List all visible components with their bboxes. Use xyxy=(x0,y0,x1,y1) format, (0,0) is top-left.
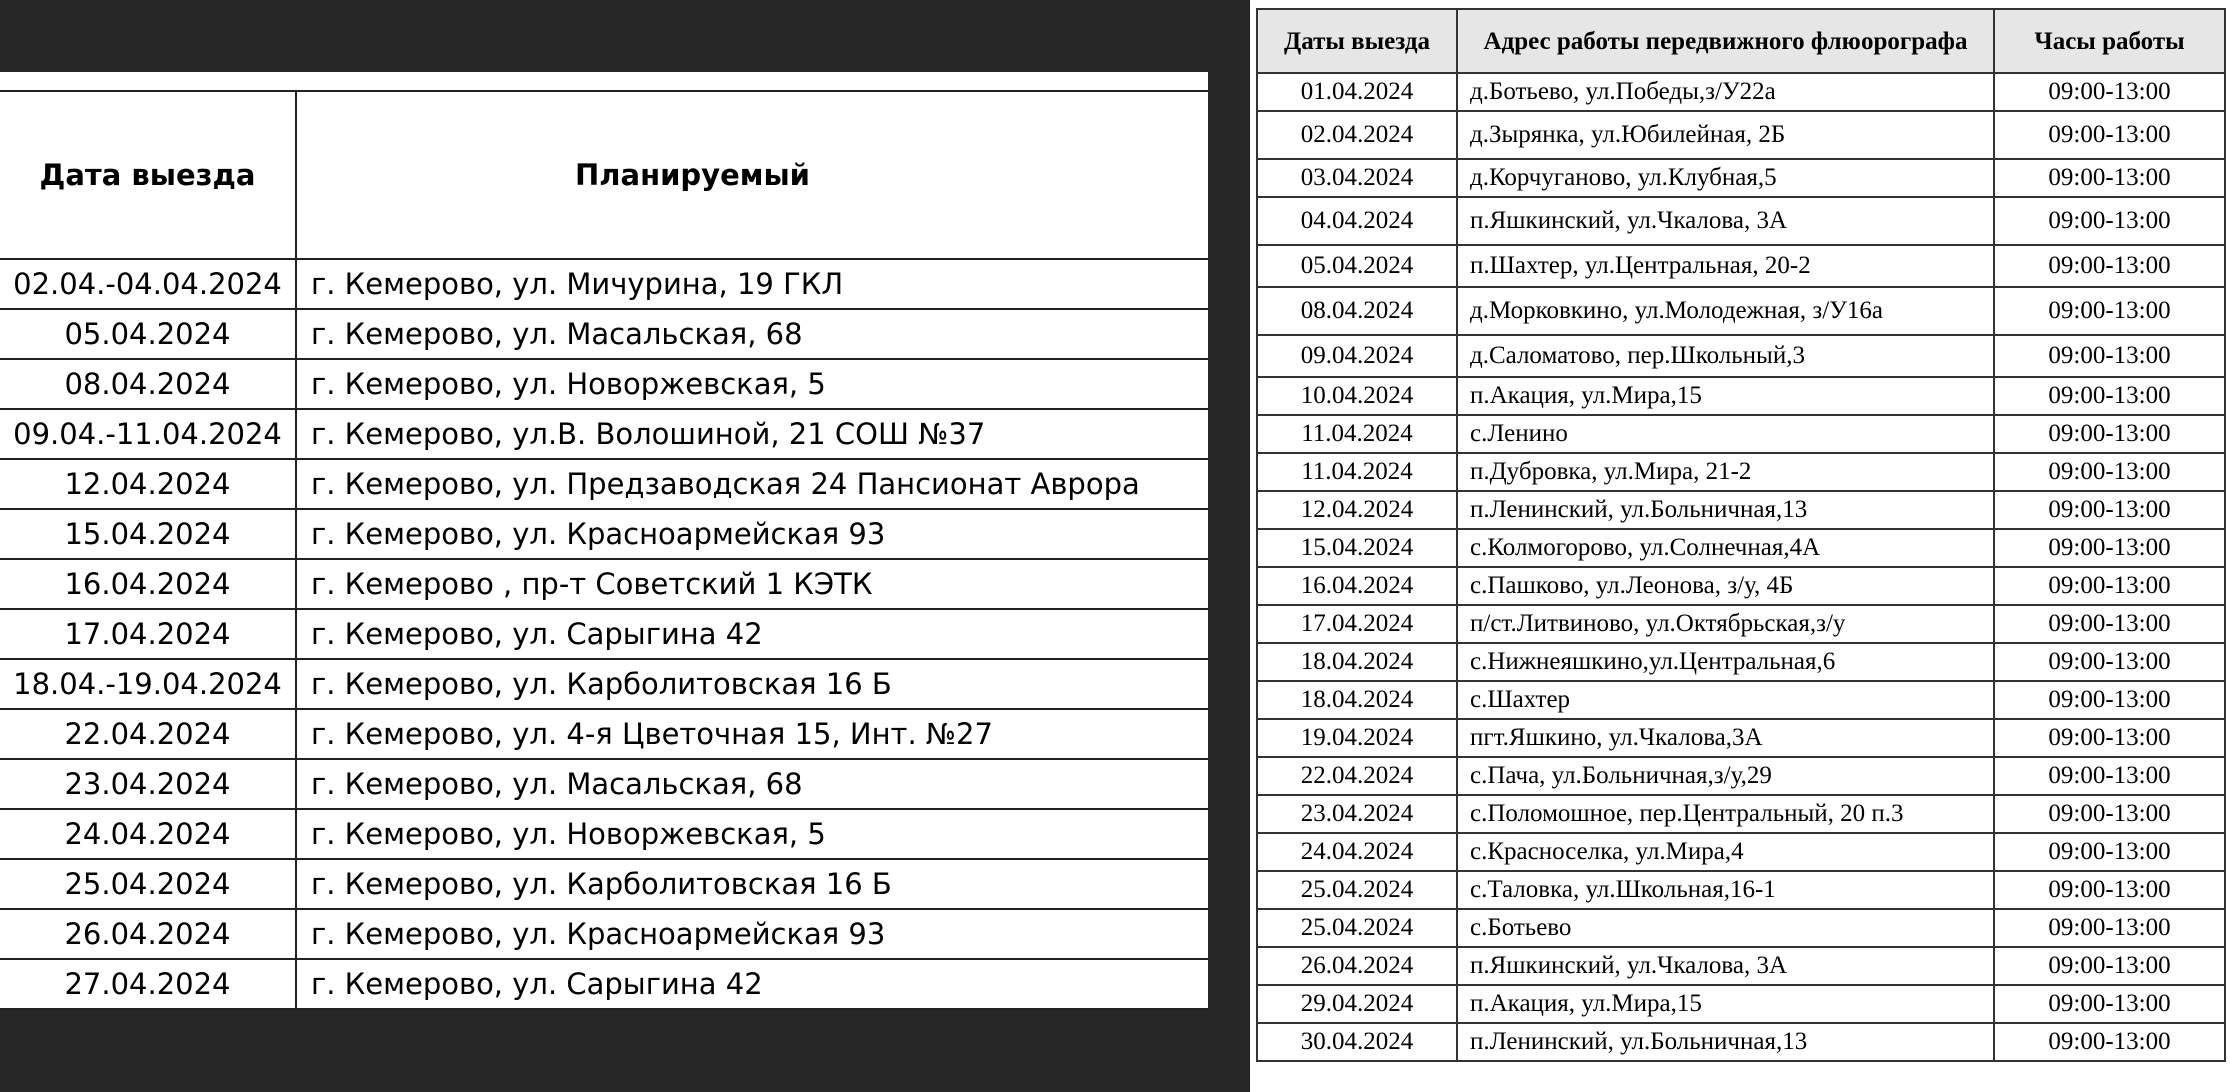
table-row xyxy=(1257,643,2225,681)
table-row xyxy=(1257,795,2225,833)
date-cell: 05.04.2024 xyxy=(1257,245,1457,287)
address-cell: п.Ленинский, ул.Больничная,13 xyxy=(1457,491,1994,529)
address-cell: с.Ленино xyxy=(1457,415,1994,453)
date-cell: 27.04.2024 xyxy=(0,959,296,1009)
date-cell: 26.04.2024 xyxy=(1257,947,1457,985)
table-row xyxy=(1257,757,2225,795)
table-row xyxy=(1257,985,2225,1023)
address-cell: г. Кемерово , пр-т Советский 1 КЭТК xyxy=(296,559,1208,609)
table-row xyxy=(0,859,1208,909)
table-row xyxy=(0,959,1208,1009)
date-cell: 18.04.2024 xyxy=(1257,643,1457,681)
address-cell: п.Дубровка, ул.Мира, 21-2 xyxy=(1457,453,1994,491)
date-cell: 24.04.2024 xyxy=(0,809,296,859)
hours-cell: 09:00-13:00 xyxy=(1994,73,2225,111)
hours-cell: 09:00-13:00 xyxy=(1994,1023,2225,1061)
address-cell: п.Шахтер, ул.Центральная, 20-2 xyxy=(1457,245,1994,287)
address-cell: п.Ленинский, ул.Больничная,13 xyxy=(1457,1023,1994,1061)
address-cell: г. Кемерово, ул. Карболитовская 16 Б xyxy=(296,659,1208,709)
table-row xyxy=(1257,681,2225,719)
table-row xyxy=(0,709,1208,759)
hours-cell: 09:00-13:00 xyxy=(1994,833,2225,871)
hours-cell: 09:00-13:00 xyxy=(1994,567,2225,605)
table-row xyxy=(0,659,1208,709)
table-row xyxy=(1257,245,2225,287)
date-cell: 15.04.2024 xyxy=(0,509,296,559)
address-cell: г. Кемерово, ул. 4-я Цветочная 15, Инт. №27 xyxy=(296,709,1208,759)
address-cell: п/ст.Литвиново, ул.Октябрьская,з/у xyxy=(1457,605,1994,643)
table-row xyxy=(1257,567,2225,605)
address-cell: с.Пашково, ул.Леонова, з/у, 4Б xyxy=(1457,567,1994,605)
hours-cell: 09:00-13:00 xyxy=(1994,909,2225,947)
hours-cell: 09:00-13:00 xyxy=(1994,985,2225,1023)
date-cell: 29.04.2024 xyxy=(1257,985,1457,1023)
address-cell: п.Яшкинский, ул.Чкалова, 3А xyxy=(1457,197,1994,245)
address-cell: г. Кемерово, ул. Масальская, 68 xyxy=(296,759,1208,809)
date-cell: 11.04.2024 xyxy=(1257,415,1457,453)
address-cell: с.Пача, ул.Больничная,з/у,29 xyxy=(1457,757,1994,795)
date-cell: 08.04.2024 xyxy=(1257,287,1457,335)
address-cell: с.Поломошное, пер.Центральный, 20 п.3 xyxy=(1457,795,1994,833)
address-cell: д.Зырянка, ул.Юбилейная, 2Б xyxy=(1457,111,1994,159)
table-row xyxy=(1257,111,2225,159)
table-row xyxy=(1257,73,2225,111)
hours-cell: 09:00-13:00 xyxy=(1994,529,2225,567)
hours-cell: 09:00-13:00 xyxy=(1994,719,2225,757)
hours-cell: 09:00-13:00 xyxy=(1994,335,2225,377)
right-header-date: Даты выезда xyxy=(1257,9,1457,73)
date-cell: 12.04.2024 xyxy=(0,459,296,509)
address-cell: п.Акация, ул.Мира,15 xyxy=(1457,985,1994,1023)
table-row xyxy=(0,309,1208,359)
table-row xyxy=(1257,159,2225,197)
table-row xyxy=(1257,287,2225,335)
left-header-row xyxy=(0,91,1208,259)
date-cell: 18.04.2024 xyxy=(1257,681,1457,719)
date-cell: 18.04.-19.04.2024 xyxy=(0,659,296,709)
table-row xyxy=(1257,415,2225,453)
hours-cell: 09:00-13:00 xyxy=(1994,415,2225,453)
date-cell: 17.04.2024 xyxy=(1257,605,1457,643)
table-row xyxy=(1257,377,2225,415)
date-cell: 04.04.2024 xyxy=(1257,197,1457,245)
date-cell: 16.04.2024 xyxy=(0,559,296,609)
table-row xyxy=(1257,947,2225,985)
address-cell: д.Саломатово, пер.Школьный,3 xyxy=(1457,335,1994,377)
date-cell: 25.04.2024 xyxy=(0,859,296,909)
address-cell: д.Ботьево, ул.Победы,з/У22а xyxy=(1457,73,1994,111)
date-cell: 11.04.2024 xyxy=(1257,453,1457,491)
hours-cell: 09:00-13:00 xyxy=(1994,947,2225,985)
address-cell: п.Яшкинский, ул.Чкалова, 3А xyxy=(1457,947,1994,985)
hours-cell: 09:00-13:00 xyxy=(1994,681,2225,719)
date-cell: 23.04.2024 xyxy=(1257,795,1457,833)
date-cell: 10.04.2024 xyxy=(1257,377,1457,415)
hours-cell: 09:00-13:00 xyxy=(1994,643,2225,681)
date-cell: 02.04.-04.04.2024 xyxy=(0,259,296,309)
hours-cell: 09:00-13:00 xyxy=(1994,795,2225,833)
date-cell: 09.04.2024 xyxy=(1257,335,1457,377)
left-header-planned: Планируемый xyxy=(296,91,1208,259)
table-row xyxy=(1257,1023,2225,1061)
date-cell: 24.04.2024 xyxy=(1257,833,1457,871)
table-row xyxy=(0,759,1208,809)
date-cell: 26.04.2024 xyxy=(0,909,296,959)
address-cell: г. Кемерово, ул. Красноармейская 93 xyxy=(296,509,1208,559)
date-cell: 12.04.2024 xyxy=(1257,491,1457,529)
address-cell: д.Корчуганово, ул.Клубная,5 xyxy=(1457,159,1994,197)
left-table-body xyxy=(0,259,1208,1009)
date-cell: 25.04.2024 xyxy=(1257,871,1457,909)
address-cell: д.Морковкино, ул.Молодежная, з/У16а xyxy=(1457,287,1994,335)
date-cell: 01.04.2024 xyxy=(1257,73,1457,111)
left-schedule-table xyxy=(0,90,1208,1010)
table-row xyxy=(1257,529,2225,567)
address-cell: г. Кемерово, ул. Новоржевская, 5 xyxy=(296,809,1208,859)
address-cell: п.Акация, ул.Мира,15 xyxy=(1457,377,1994,415)
date-cell: 30.04.2024 xyxy=(1257,1023,1457,1061)
date-cell: 23.04.2024 xyxy=(0,759,296,809)
hours-cell: 09:00-13:00 xyxy=(1994,453,2225,491)
right-header-row xyxy=(1257,9,2225,73)
date-cell: 19.04.2024 xyxy=(1257,719,1457,757)
table-row xyxy=(1257,871,2225,909)
left-header-date: Дата выезда xyxy=(0,91,296,259)
table-row xyxy=(0,509,1208,559)
right-header-address: Адрес работы передвижного флюорографа xyxy=(1457,9,1994,73)
address-cell: г. Кемерово, ул. Сарыгина 42 xyxy=(296,959,1208,1009)
table-row xyxy=(1257,605,2225,643)
hours-cell: 09:00-13:00 xyxy=(1994,287,2225,335)
date-cell: 15.04.2024 xyxy=(1257,529,1457,567)
table-row xyxy=(0,809,1208,859)
table-row xyxy=(0,259,1208,309)
table-row xyxy=(1257,833,2225,871)
address-cell: с.Колмогорово, ул.Солнечная,4А xyxy=(1457,529,1994,567)
right-table-body xyxy=(1257,73,2225,1061)
table-row xyxy=(1257,491,2225,529)
date-cell: 25.04.2024 xyxy=(1257,909,1457,947)
table-row xyxy=(0,559,1208,609)
left-schedule-panel xyxy=(0,72,1208,1010)
date-cell: 08.04.2024 xyxy=(0,359,296,409)
date-cell: 22.04.2024 xyxy=(1257,757,1457,795)
date-cell: 09.04.-11.04.2024 xyxy=(0,409,296,459)
hours-cell: 09:00-13:00 xyxy=(1994,197,2225,245)
date-cell: 03.04.2024 xyxy=(1257,159,1457,197)
hours-cell: 09:00-13:00 xyxy=(1994,491,2225,529)
table-row xyxy=(1257,197,2225,245)
address-cell: г. Кемерово, ул.В. Волошиной, 21 СОШ №37 xyxy=(296,409,1208,459)
address-cell: с.Таловка, ул.Школьная,16-1 xyxy=(1457,871,1994,909)
hours-cell: 09:00-13:00 xyxy=(1994,111,2225,159)
right-schedule-table xyxy=(1256,8,2226,1062)
date-cell: 17.04.2024 xyxy=(0,609,296,659)
address-cell: с.Шахтер xyxy=(1457,681,1994,719)
address-cell: г. Кемерово, ул. Предзаводская 24 Пансионат Аврора xyxy=(296,459,1208,509)
hours-cell: 09:00-13:00 xyxy=(1994,245,2225,287)
hours-cell: 09:00-13:00 xyxy=(1994,159,2225,197)
table-row xyxy=(0,909,1208,959)
table-row xyxy=(1257,335,2225,377)
hours-cell: 09:00-13:00 xyxy=(1994,377,2225,415)
table-row xyxy=(0,359,1208,409)
address-cell: г. Кемерово, ул. Красноармейская 93 xyxy=(296,909,1208,959)
address-cell: с.Нижнеяшкино,ул.Центральная,6 xyxy=(1457,643,1994,681)
address-cell: пгт.Яшкино, ул.Чкалова,3А xyxy=(1457,719,1994,757)
hours-cell: 09:00-13:00 xyxy=(1994,757,2225,795)
table-row xyxy=(1257,719,2225,757)
address-cell: с.Ботьево xyxy=(1457,909,1994,947)
date-cell: 02.04.2024 xyxy=(1257,111,1457,159)
address-cell: г. Кемерово, ул. Масальская, 68 xyxy=(296,309,1208,359)
right-header-hours: Часы работы xyxy=(1994,9,2225,73)
date-cell: 16.04.2024 xyxy=(1257,567,1457,605)
date-cell: 22.04.2024 xyxy=(0,709,296,759)
address-cell: г. Кемерово, ул. Мичурина, 19 ГКЛ xyxy=(296,259,1208,309)
address-cell: с.Красноселка, ул.Мира,4 xyxy=(1457,833,1994,871)
address-cell: г. Кемерово, ул. Новоржевская, 5 xyxy=(296,359,1208,409)
table-row xyxy=(1257,453,2225,491)
address-cell: г. Кемерово, ул. Карболитовская 16 Б xyxy=(296,859,1208,909)
right-schedule-panel xyxy=(1250,0,2230,1092)
table-row xyxy=(0,459,1208,509)
table-row xyxy=(0,609,1208,659)
hours-cell: 09:00-13:00 xyxy=(1994,605,2225,643)
table-row xyxy=(0,409,1208,459)
date-cell: 05.04.2024 xyxy=(0,309,296,359)
hours-cell: 09:00-13:00 xyxy=(1994,871,2225,909)
address-cell: г. Кемерово, ул. Сарыгина 42 xyxy=(296,609,1208,659)
table-row xyxy=(1257,909,2225,947)
